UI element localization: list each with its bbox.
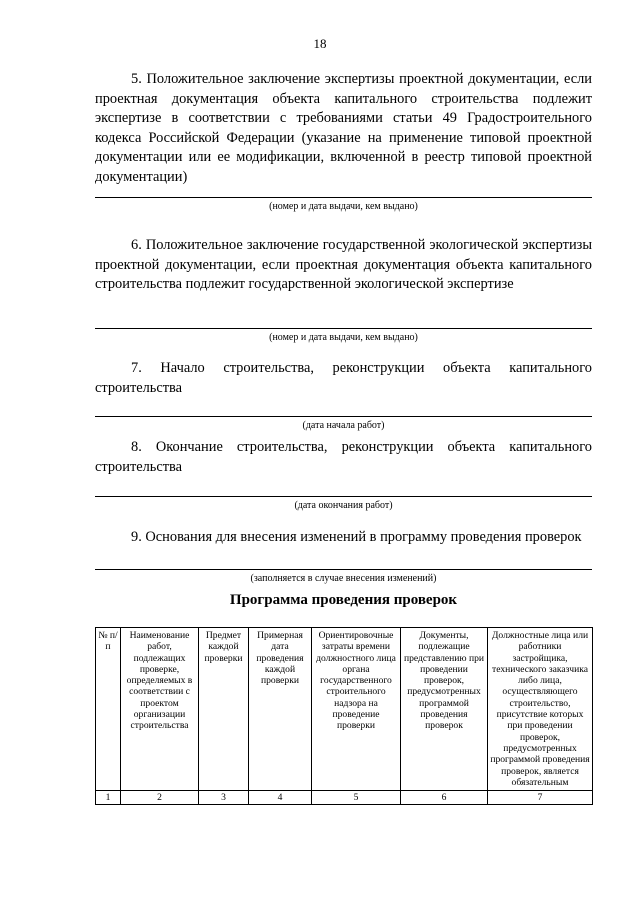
col-number-7: 7 xyxy=(488,791,593,805)
program-table-number-row xyxy=(96,791,593,805)
item-5-fill-line xyxy=(95,197,592,198)
item-8-fill-line xyxy=(95,496,592,497)
header-documents: Документы, подлежащие представлению при проведении проверок, предусмотренных программой проведения проверок xyxy=(401,628,488,791)
header-subject: Предмет каждой проверки xyxy=(199,628,249,791)
col-number-3: 3 xyxy=(199,791,249,805)
item-5-text: 5. Положительное заключение экспертизы проектной документации, если проектная документация объекта капитального строительства подлежит экспертизе в соответствии с требованиями статьи 49 Градостроительного кодекса Российской Федерации (указание на применение типовой проектной документации или ее модификации, включенной в реестр типовой проектной документации) xyxy=(95,71,592,185)
col-number-6: 6 xyxy=(401,791,488,805)
item-9-text: 9. Основания для внесения изменений в программу проведения проверок xyxy=(131,529,582,545)
item-5-caption: (номер и дата выдачи, кем выдано) xyxy=(269,201,418,212)
item-6-fill-line xyxy=(95,328,592,329)
program-title: Программа проведения проверок xyxy=(229,592,458,608)
header-time-cost: Ориентировочные затраты времени должностного лица органа государственного строительного надзора на проведение проверки xyxy=(312,628,401,791)
item-7-text: 7. Начало строительства, реконструкции объекта капитального строительства xyxy=(95,360,592,396)
item-8-text: 8. Окончание строительства, реконструкции объекта капитального строительства xyxy=(95,439,592,475)
col-number-4: 4 xyxy=(249,791,312,805)
page-number: 18 xyxy=(313,36,327,51)
item-9-caption: (заполняется в случае внесения изменений) xyxy=(250,573,437,584)
program-table-header-row xyxy=(96,628,593,791)
header-officials: Должностные лица или работники застройщика, технического заказчика либо лица, осуществляющего строительство, присутствие которых при проведении проверок, предусмотренных программой проведения проверок, является обязательным xyxy=(488,628,593,791)
header-date: Примерная дата проведения каждой проверки xyxy=(249,628,312,791)
item-9-fill-line xyxy=(95,569,592,570)
item-6-text: 6. Положительное заключение государственной экологической экспертизы проектной документации, если проектная документация объекта капитального строительства подлежит государственной экологической экспертизе xyxy=(95,237,592,292)
col-number-1: 1 xyxy=(96,791,121,805)
header-work-name: Наименование работ, подлежащих проверке, определяемых в соответствии с проектом организации строительства xyxy=(121,628,199,791)
header-number: № п/п xyxy=(96,628,121,791)
item-8-caption: (дата окончания работ) xyxy=(294,500,393,511)
item-7-caption: (дата начала работ) xyxy=(302,420,385,431)
item-7-fill-line xyxy=(95,416,592,417)
col-number-5: 5 xyxy=(312,791,401,805)
program-table xyxy=(95,627,593,805)
col-number-2: 2 xyxy=(121,791,199,805)
item-6-caption: (номер и дата выдачи, кем выдано) xyxy=(269,332,418,343)
